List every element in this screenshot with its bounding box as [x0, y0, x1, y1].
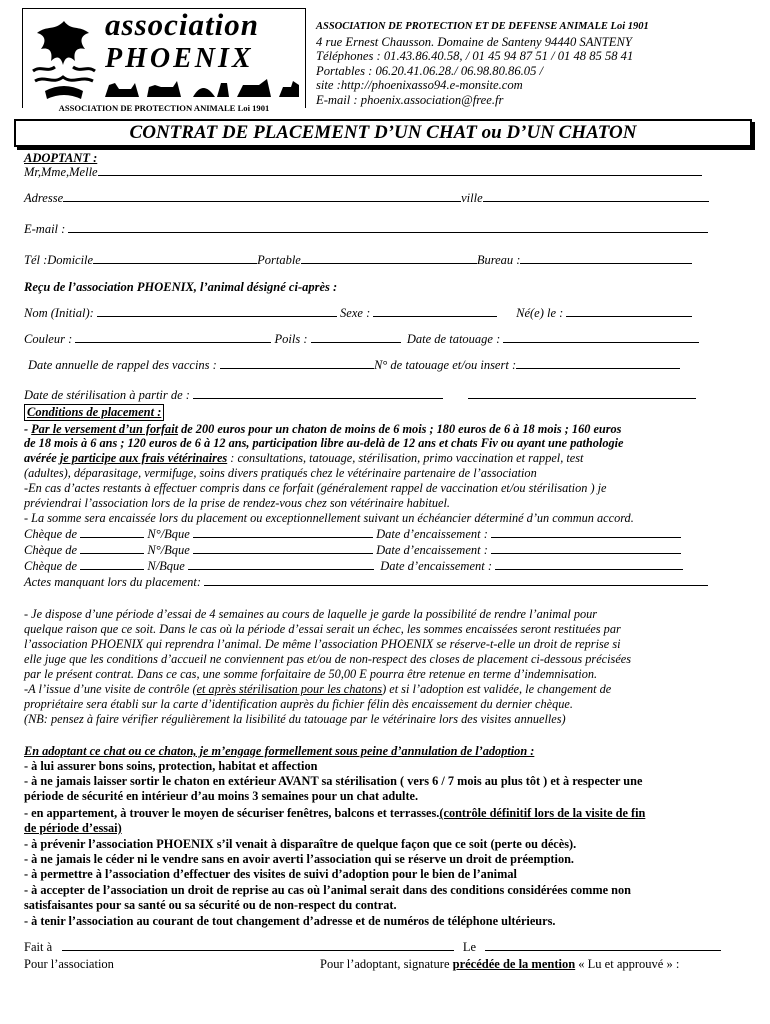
civility-field[interactable] [24, 165, 702, 180]
vaccine-label: Date annuelle de rappel des vaccins : [28, 358, 217, 372]
text-fragment: et après stérilisation pour les chatons [196, 682, 383, 696]
signature-place-row[interactable] [24, 940, 721, 955]
animal-name-row[interactable] [24, 306, 692, 321]
text-fragment: - en appartement, à trouver le moyen de sécuriser fenêtres, balcons et terrasses. [24, 806, 440, 820]
commitment-6: - à permettre à l’association d’effectuer des visites de suivi d’adoption pour le bien de l’animal [24, 867, 517, 881]
tattoo-number-label: N° de tatouage et/ou insert : [373, 358, 517, 372]
vaccine-row[interactable] [28, 358, 680, 373]
text-fragment: avérée [24, 451, 60, 465]
conditions-heading: Conditions de placement : [24, 404, 164, 421]
cheque-row-3[interactable] [24, 559, 683, 574]
encash-label: Date d’encaissement : [380, 559, 493, 573]
logo-subtitle: ASSOCIATION DE PROTECTION ANIMALE Loi 1901 [23, 103, 305, 113]
text-fragment: : consultations, tatouage, stérilisation, primo vaccination et rappel, test [227, 451, 584, 465]
email-field[interactable] [24, 222, 708, 237]
org-name: ASSOCIATION DE PROTECTION ET DE DEFENSE ANIMALE Loi 1901 [316, 21, 649, 32]
org-address: 4 rue Ernest Chausson. Domaine de Santeny 94440 SANTENY [316, 34, 632, 49]
trial-line-5: par le présent contrat. Dans ce cas, une somme forfaitaire de 50,00 E pourra être retenue en terme d’indemnisation. [24, 667, 598, 681]
title-box [14, 119, 752, 147]
commitment-3-line2: de période d’essai) [24, 821, 122, 835]
cheque-label: Chèque de [24, 543, 78, 557]
conditions-paragraph-1 [24, 422, 621, 436]
org-phones: Téléphones : 01.43.86.40.58, / 01 45 94 87 51 / 01 48 85 58 41 [316, 49, 634, 64]
commitment-7-line2: satisfaisantes pour sa santé ou sa sécurité ou de non-respect du contrat. [24, 898, 397, 912]
trial-line-4: elle juge que les conditions d’accueil ne conviennent pas et/ou de non-respect des closes de placement ci-dessous précisées [24, 652, 632, 666]
commitment-2-line2: période de sécurité en intérieur d’au moins 3 semaines pour un chat adulte. [24, 789, 419, 803]
address-field[interactable] [24, 191, 709, 206]
date-label: Le [462, 940, 477, 954]
commitment-8: - à tenir l’association au courant de tout changement d’adresse et de numéros de téléphone ultérieurs. [24, 914, 556, 928]
commitment-4: - à prévenir l’association PHOENIX s’il venait à disparaître de quelque façon que ce soit (perte ou décès). [24, 837, 577, 851]
conditions-paragraph-2-line1: -En cas d’actes restants à effectuer compris dans ce forfait (généralement rappel de vaccination et/ou stérilisation ) je [24, 481, 607, 495]
coat-label: Poils : [274, 332, 308, 346]
phone-fields[interactable] [24, 253, 692, 268]
office-phone-label: Bureau : [476, 253, 521, 267]
page-title: CONTRAT DE PLACEMENT D’UN CHAT ou D’UN CHATON [129, 122, 637, 143]
org-mobiles: Portables : 06.20.41.06.28./ 06.98.80.86.05 / [316, 63, 544, 78]
text-fragment: de 200 euros pour un chaton de moins de 6 mois ; 180 euros de 6 à 18 mois ; 160 euros [178, 422, 622, 436]
text-fragment: précédée de la mention [452, 957, 576, 971]
bank-label: N°/Bque [147, 527, 190, 541]
trial-line-6 [24, 682, 611, 696]
trial-line-1: - Je dispose d’une période d’essai de 4 semaines au cours de laquelle je garde la possibilité de rendre l’animal pour [24, 607, 598, 621]
conditions-paragraph-2-line2: préviendrai l’association lors de la prise de rendez-vous chez son vétérinaire habituel. [24, 496, 450, 510]
cheque-row-2[interactable] [24, 543, 681, 558]
logo [22, 7, 306, 113]
email-label: E-mail : [24, 222, 66, 236]
text-fragment: je participe aux frais vétérinaires [59, 451, 228, 465]
logo-title: association [105, 7, 259, 42]
text-fragment: Par le versement d’un forfait [31, 422, 179, 436]
animal-color-row[interactable] [24, 332, 699, 347]
conditions-paragraph-1-line4: (adultes), déparasitage, vermifuge, soins divers pratiqués chez le vétérinaire partenaire de l’association [24, 466, 537, 480]
for-association-label: Pour l’association [24, 957, 114, 971]
encash-label: Date d’encaissement : [376, 543, 488, 557]
cheque-label: Chèque de [24, 527, 78, 541]
phoenix-bird-icon [25, 11, 103, 103]
text-fragment: ) et si l’adoption est validée, le changement de [382, 682, 612, 696]
address-label: Adresse [24, 191, 64, 205]
animals-silhouette-icon [103, 77, 303, 99]
missing-acts-row[interactable] [24, 575, 708, 590]
home-phone-label: Tél :Domicile [24, 253, 94, 267]
encash-label: Date d’encaissement : [376, 527, 488, 541]
sterilisation-label: Date de stérilisation à partir de : [24, 388, 190, 402]
made-at-label: Fait à [24, 940, 53, 954]
trial-line-7: propriétaire sera établi sur la carte d’identification auprès du fichier félin dès encaissement du dernier chèque. [24, 697, 573, 711]
received-statement: Reçu de l’association PHOENIX, l’animal désigné ci-après : [24, 280, 338, 294]
header-contact [316, 20, 649, 108]
birthdate-label: Né(e) le : [516, 306, 564, 320]
trial-line-2: quelque raison que ce soit. Dans le cas où la période d’essai serait un échec, les sommes encaissées seront restituées par [24, 622, 621, 636]
adoptant-heading: ADOPTANT : [24, 151, 98, 165]
civility-label: Mr,Mme,Melle [24, 165, 98, 179]
trial-line-3: l’association PHOENIX qui reprendra l’animal. De même l’association PHOENIX se réserve-t-elle un droit de reprise si [24, 637, 621, 651]
city-label: ville [461, 191, 483, 205]
missing-acts-label: Actes manquant lors du placement: [24, 575, 202, 589]
conditions-paragraph-1-line2: de 18 mois à 6 ans ; 120 euros de 6 à 12 ans, participation libre au-delà de 12 ans et chats Fiv ou ayant une pathologie [24, 436, 624, 450]
commitments-heading: En adoptant ce chat ou ce chaton, je m’engage formellement sous peine d’annulation de l’adoption : [24, 744, 535, 758]
sex-label: Sexe : [340, 306, 371, 320]
color-label: Couleur : [24, 332, 73, 346]
text-fragment: (contrôle définitif lors de la visite de fin [439, 806, 646, 820]
logo-name: PHOENIX [105, 43, 254, 74]
commitment-7-line1: - à accepter de l’association un droit de reprise au cas où l’animal serait dans des conditions considérées comme non [24, 883, 631, 897]
commitment-1: - à lui assurer bons soins, protection, habitat et affection [24, 759, 318, 773]
cheque-row-1[interactable] [24, 527, 681, 542]
commitment-2-line1: - à ne jamais laisser sortir le chaton en extérieur AVANT sa stérilisation ( vers 6 / 7 mois au plus tôt ) et à respecter une [24, 774, 643, 788]
bank-label: N°/Bque [147, 543, 190, 557]
conditions-paragraph-3: - La somme sera encaissée lors du placement ou exceptionnellement suivant un échéancier déterminé d’un commun accord. [24, 511, 634, 525]
text-fragment: « Lu et approuvé » : [575, 957, 680, 971]
text-fragment: - [24, 422, 32, 436]
text-fragment: -A l’issue d’une visite de contrôle ( [24, 682, 197, 696]
commitment-3 [24, 806, 645, 820]
org-email: E-mail : phoenix.association@free.fr [316, 92, 504, 107]
commitment-5: - à ne jamais le céder ni le vendre sans en avoir averti l’association qui se réserve un droit de préemption. [24, 852, 575, 866]
org-website: site :http://phoenixasso94.e-monsite.com [316, 78, 523, 93]
for-adopter-label [320, 957, 679, 972]
bank-label: N/Bque [147, 559, 185, 573]
tattoo-date-label: Date de tatouage : [406, 332, 501, 346]
sterilisation-row[interactable] [24, 388, 696, 403]
cheque-label: Chèque de [24, 559, 78, 573]
text-fragment: Pour l’adoptant, signature [320, 957, 453, 971]
conditions-paragraph-1-line3 [24, 451, 583, 465]
name-label: Nom (Initial): [24, 306, 94, 320]
mobile-phone-label: Portable [257, 253, 301, 267]
trial-line-8: (NB: pensez à faire vérifier régulièrement la lisibilité du tatouage par le vétérinaire lors des visites annuelles) [24, 712, 566, 726]
